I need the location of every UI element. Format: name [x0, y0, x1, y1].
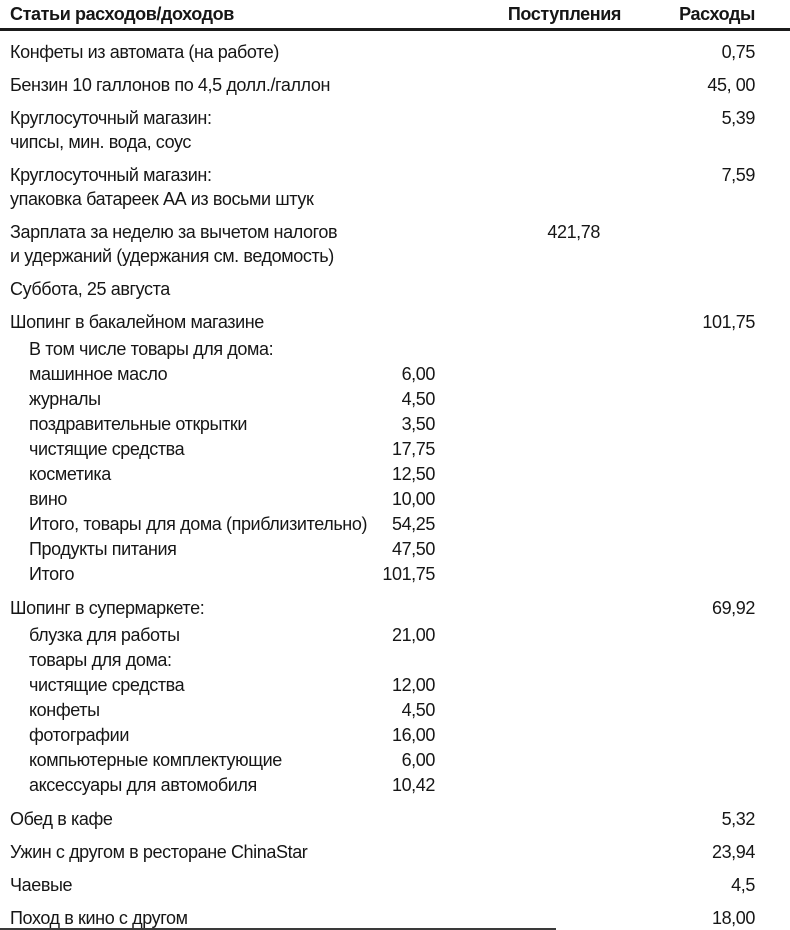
- row-label-line: фотографии: [29, 725, 129, 745]
- mid-value: 6,00: [401, 364, 435, 384]
- row-label: [10, 387, 285, 412]
- row-label-line: вино: [29, 489, 67, 509]
- row-label: [10, 873, 285, 897]
- row-label-line: Зарплата за неделю за вычетом налогов: [10, 222, 338, 242]
- row-label-line: аксессуары для автомобиля: [29, 775, 257, 795]
- table-row: [0, 807, 790, 831]
- table-row: [0, 310, 790, 334]
- table-row: [0, 106, 790, 154]
- row-label-line: Шопинг в супермаркете:: [10, 598, 205, 618]
- row-label-line: Круглосуточный магазин:: [10, 165, 212, 185]
- expense-value: 69,92: [711, 598, 755, 618]
- table-row: [0, 596, 790, 620]
- mid-value: 10,00: [391, 489, 435, 509]
- table-row: [0, 673, 790, 698]
- mid-value: 21,00: [391, 625, 435, 645]
- row-label: [10, 723, 285, 748]
- row-label-line: Суббота, 25 августа: [10, 279, 170, 299]
- row-label-line: Шопинг в бакалейном магазине: [10, 312, 264, 332]
- table-row: [0, 723, 790, 748]
- income-value: 421,78: [547, 222, 600, 242]
- row-label: [10, 412, 285, 437]
- expense-value: 7,59: [721, 165, 755, 185]
- row-label: [10, 698, 285, 723]
- row-label: [10, 748, 285, 773]
- table-row: [0, 73, 790, 97]
- row-label-line: поздравительные открытки: [29, 414, 248, 434]
- mid-value: 4,50: [401, 700, 435, 720]
- row-label-line: товары для дома:: [29, 650, 172, 670]
- table-row: [0, 337, 790, 362]
- row-label-line: Поход в кино с другом: [10, 908, 188, 928]
- row-label: [10, 462, 285, 487]
- table-body: [0, 40, 790, 930]
- row-label: [10, 562, 285, 587]
- table-row: [0, 412, 790, 437]
- table-row: [0, 840, 790, 864]
- mid-value: 17,75: [391, 439, 435, 459]
- row-label-line: чистящие средства: [29, 439, 185, 459]
- row-label-line: Итого, товары для дома (приблизительно): [29, 514, 368, 534]
- row-label: [10, 906, 285, 930]
- table-header-row: [0, 0, 790, 31]
- row-label-line: Обед в кафе: [10, 809, 113, 829]
- row-label-line: Продукты питания: [29, 539, 177, 559]
- row-label: [10, 40, 285, 64]
- mid-value: 4,50: [401, 389, 435, 409]
- row-label-line: Чаевые: [10, 875, 73, 895]
- expense-value: 4,5: [731, 875, 755, 895]
- table-row: [0, 362, 790, 387]
- row-label: [10, 220, 338, 268]
- row-label-line: компьютерные комплектующие: [29, 750, 282, 770]
- row-label: [10, 310, 285, 334]
- row-label-line: Ужин с другом в ресторане ChinaStar: [10, 842, 308, 862]
- row-label-line: Итого: [29, 564, 75, 584]
- table-row: [0, 512, 790, 537]
- row-label: [10, 362, 285, 387]
- table-row: [0, 277, 790, 301]
- table-row: [0, 487, 790, 512]
- table-row: [0, 648, 790, 673]
- row-label: [10, 73, 330, 97]
- table-row: [0, 623, 790, 648]
- table-row: [0, 537, 790, 562]
- mid-value: 47,50: [391, 539, 435, 559]
- row-label: [10, 537, 285, 562]
- row-label: [10, 648, 285, 673]
- row-label: [10, 840, 308, 864]
- expense-value: 23,94: [711, 842, 755, 862]
- row-label: [10, 512, 368, 537]
- row-label: [10, 277, 285, 301]
- table-row: [0, 220, 790, 268]
- row-label-line: чипсы, мин. вода, соус: [10, 132, 191, 152]
- row-label-line: упаковка батареек АА из восьми штук: [10, 189, 314, 209]
- row-label: [10, 807, 285, 831]
- mid-value: 12,50: [391, 464, 435, 484]
- table-row: [0, 698, 790, 723]
- table-row: [0, 163, 790, 211]
- column-header-items: Статьи расходов/доходов: [10, 4, 234, 24]
- expense-value: 45, 00: [707, 75, 755, 95]
- row-label: [10, 596, 285, 620]
- expense-value: 5,32: [721, 809, 755, 829]
- row-label: [10, 487, 285, 512]
- row-label-line: журналы: [29, 389, 101, 409]
- row-label-line: В том числе товары для дома:: [29, 339, 274, 359]
- table-row: [0, 462, 790, 487]
- table-row: [0, 906, 790, 930]
- row-label: [10, 673, 285, 698]
- row-label: [10, 163, 314, 211]
- row-label: [10, 623, 285, 648]
- expense-value: 0,75: [721, 42, 755, 62]
- table-row: [0, 40, 790, 64]
- expense-value: 101,75: [702, 312, 755, 332]
- expense-value: 18,00: [711, 908, 755, 928]
- row-label: [10, 437, 285, 462]
- row-label-line: блузка для работы: [29, 625, 180, 645]
- column-header-expense: Расходы: [679, 4, 755, 24]
- column-header-income: Поступления: [507, 4, 621, 24]
- row-label-line: Конфеты из автомата (на работе): [10, 42, 279, 62]
- expense-value: 5,39: [721, 108, 755, 128]
- row-label: [10, 337, 285, 362]
- row-label-line: Круглосуточный магазин:: [10, 108, 212, 128]
- mid-value: 16,00: [391, 725, 435, 745]
- table-row: [0, 748, 790, 773]
- row-label-line: и удержаний (удержания см. ведомость): [10, 246, 334, 266]
- table-row: [0, 437, 790, 462]
- row-label: [10, 773, 285, 798]
- mid-value: 12,00: [391, 675, 435, 695]
- row-label: [10, 106, 285, 154]
- table-row: [0, 562, 790, 587]
- row-label-line: чистящие средства: [29, 675, 185, 695]
- mid-value: 3,50: [401, 414, 435, 434]
- table-row: [0, 387, 790, 412]
- mid-value: 10,42: [391, 775, 435, 795]
- row-label-line: Бензин 10 галлонов по 4,5 долл./галлон: [10, 75, 330, 95]
- row-label-line: конфеты: [29, 700, 100, 720]
- mid-value: 6,00: [401, 750, 435, 770]
- table-row: [0, 873, 790, 897]
- mid-value: 101,75: [382, 564, 435, 584]
- row-label-line: машинное масло: [29, 364, 168, 384]
- mid-value: 54,25: [391, 514, 435, 534]
- table-row: [0, 773, 790, 798]
- row-label-line: косметика: [29, 464, 111, 484]
